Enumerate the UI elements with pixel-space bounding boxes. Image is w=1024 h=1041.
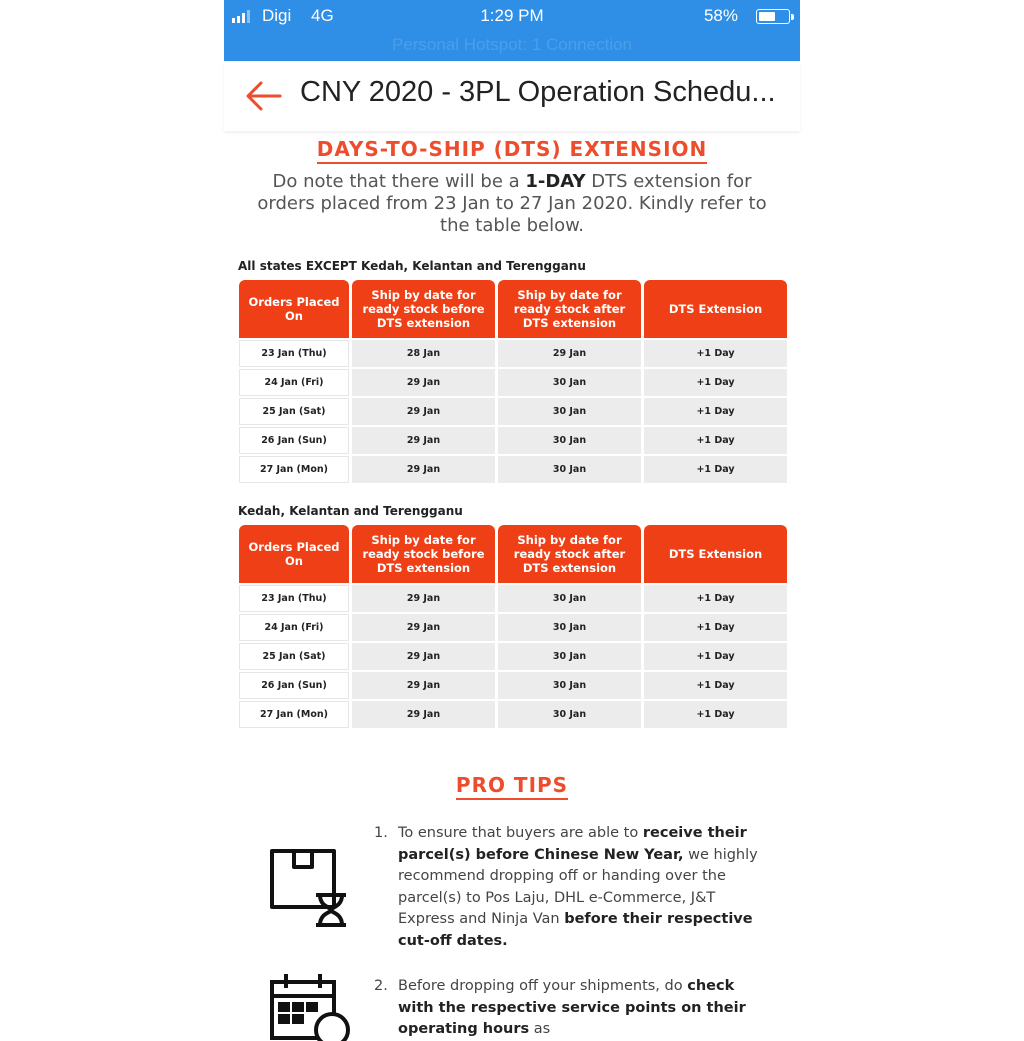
status-time: 1:29 PM [480,6,544,25]
table-header-row [239,280,787,338]
tip-text: as [529,1021,551,1037]
dts-intro [254,171,770,237]
dts-heading-text: DAYS-TO-SHIP (DTS) EXTENSION [317,137,708,164]
table2-caption: Kedah, Kelantan and Terengganu [238,504,463,518]
tip-number: 2. [374,978,388,994]
table-row [239,425,787,454]
dts-heading [224,137,800,161]
table-cell: 29 Jan [352,583,495,612]
table-cell: +1 Day [644,425,787,454]
battery-percent: 58% [703,6,738,25]
tip-bold-text: before their respective cut-off dates. [398,911,753,949]
status-bar [224,0,800,61]
column-header: Ship by date for ready stock after DTS extension [498,525,641,583]
hotspot-banner[interactable]: Personal Hotspot: 1 Connection [391,35,633,54]
table-cell: +1 Day [644,583,787,612]
table-row [239,338,787,367]
calendar-clock-icon [268,972,354,1037]
arrow-left-icon[interactable] [244,78,284,114]
table-cell: +1 Day [644,367,787,396]
table-cell: 26 Jan (Sun) [239,425,349,454]
pro-tip-1 [374,823,774,952]
table-header-row [239,525,787,583]
tip-text: To ensure that buyers are able to [398,825,643,841]
column-header: Orders Placed On [239,280,349,338]
tip-bold-text: check with the respective service points on their operating hours [398,978,746,1037]
column-header: Ship by date for ready stock before DTS extension [352,280,495,338]
intro-text-rest: DTS extension for orders placed from 23 Jan to 27 Jan 2020. Kindly refer to the table below. [257,171,767,236]
column-header: Ship by date for ready stock before DTS extension [352,525,495,583]
table-cell: +1 Day [644,454,787,483]
table-cell: 29 Jan [352,367,495,396]
package-hourglass-icon [268,847,352,934]
table-cell: +1 Day [644,338,787,367]
table-cell: 30 Jan [498,641,641,670]
table-cell: 29 Jan [352,612,495,641]
page-title: CNY 2020 - 3PL Operation Schedu... [300,76,776,108]
carrier-name: Digi [262,6,292,25]
table-cell: 29 Jan [352,670,495,699]
table-cell: 30 Jan [498,367,641,396]
pro-tips-heading [224,773,800,797]
table-cell: +1 Day [644,612,787,641]
table-cell: 30 Jan [498,670,641,699]
column-header: DTS Extension [644,280,787,338]
nav-bar [224,61,800,131]
table-row [239,396,787,425]
table-row [239,367,787,396]
table-cell: 25 Jan (Sat) [239,641,349,670]
table-cell: +1 Day [644,670,787,699]
column-header: Orders Placed On [239,525,349,583]
network-type: 4G [311,6,334,25]
tip-text: we highly recommend dropping off or handing over the parcel(s) to Pos Laju, DHL e-Commerce, J&T Express and Ninja Van [398,846,758,927]
intro-text: Do note that there will be a [272,171,526,192]
table-cell: 26 Jan (Sun) [239,670,349,699]
table-cell: 30 Jan [498,699,641,728]
table-cell: 30 Jan [498,612,641,641]
table1-caption: All states EXCEPT Kedah, Kelantan and Terengganu [238,259,586,273]
schedule-table-1 [236,280,790,483]
table-cell: 30 Jan [498,425,641,454]
table-cell: 25 Jan (Sat) [239,396,349,425]
pro-tips-heading-text: PRO TIPS [456,773,568,800]
table-cell: 29 Jan [352,699,495,728]
table-cell: 23 Jan (Thu) [239,338,349,367]
table-row [239,699,787,728]
table-row [239,641,787,670]
phone-screen [224,0,800,1037]
pro-tip-2 [374,976,774,1041]
table-cell: 23 Jan (Thu) [239,583,349,612]
table-cell: 29 Jan [352,396,495,425]
column-header: Ship by date for ready stock after DTS extension [498,280,641,338]
table-cell: 29 Jan [352,641,495,670]
intro-bold-text: 1-DAY [525,171,586,192]
table-cell: +1 Day [644,699,787,728]
table-cell: 29 Jan [352,425,495,454]
table-cell: +1 Day [644,396,787,425]
table-row [239,670,787,699]
table-cell: 29 Jan [498,338,641,367]
table-row [239,583,787,612]
tip-bold-text: receive their parcel(s) before Chinese New Year, [398,825,747,863]
battery-icon [756,9,790,24]
battery-fill [759,12,775,21]
table-cell: 29 Jan [352,454,495,483]
table-cell: 24 Jan (Fri) [239,612,349,641]
table-row [239,454,787,483]
table-cell: 27 Jan (Mon) [239,454,349,483]
table-cell: 30 Jan [498,396,641,425]
table-row [239,612,787,641]
table-cell: 24 Jan (Fri) [239,367,349,396]
tip-text: Before dropping off your shipments, do [398,978,688,994]
table-cell: +1 Day [644,641,787,670]
table-cell: 27 Jan (Mon) [239,699,349,728]
schedule-table-2 [236,525,790,728]
table-cell: 30 Jan [498,583,641,612]
column-header: DTS Extension [644,525,787,583]
table-cell: 28 Jan [352,338,495,367]
table-cell: 30 Jan [498,454,641,483]
tip-number: 1. [374,825,388,841]
